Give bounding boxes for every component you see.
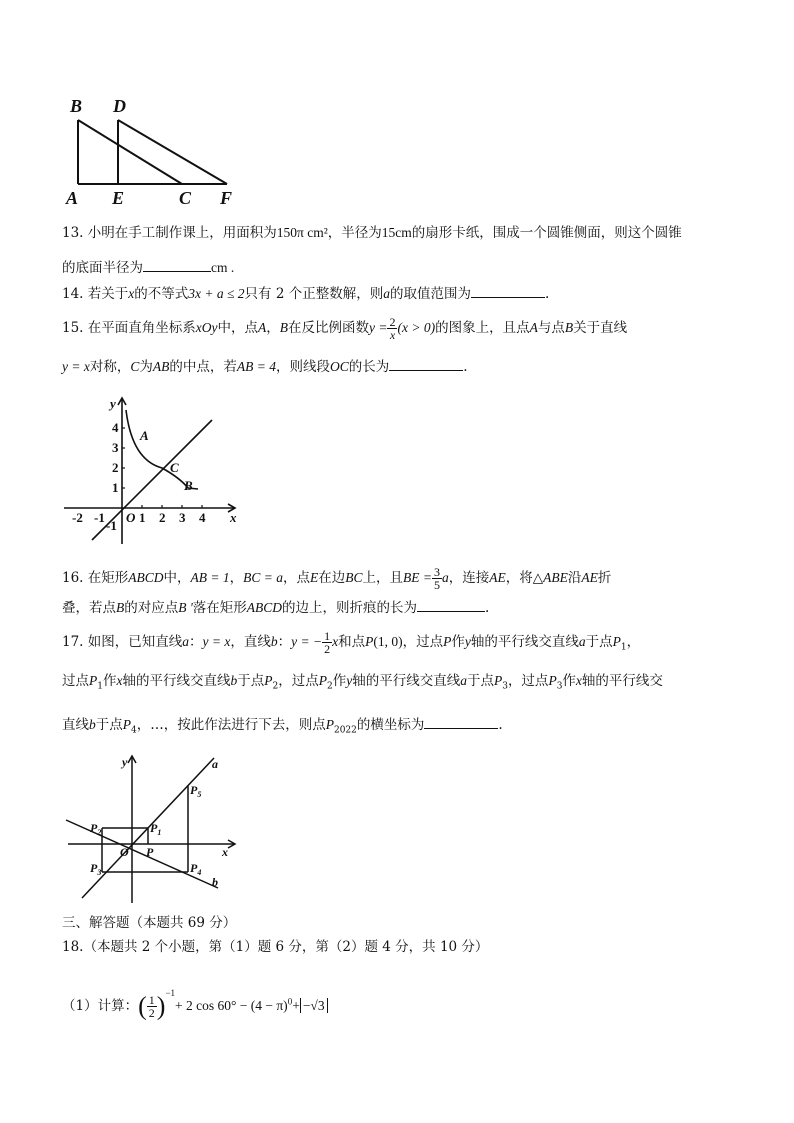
answer-blank-17[interactable] [424,714,498,729]
question-18-part1: （1）计算：( $\frac{1}{2}$ )$^{-1}$+ 2 $\cos 60^\circ - (4 - \pi)^0+ -√3$ [62,978,328,1008]
question-17-line3: 直线b于点$P_4$，…，按此作法进行下去，则点$P_{2022}$的横坐标为 . [62,714,503,740]
question-15-line2: y = x对称，C为AB的中点，若AB = 4，则线段OC的长为 . [62,356,468,376]
answer-blank-16[interactable] [417,597,485,612]
question-14: 14. 若关于x的不等式3x + a ≤ 2只有 2 个正整数解，则a的取值范围为 . [62,283,549,303]
x-axis-label: x [230,510,237,525]
point-c-label: C [170,460,179,475]
question-17-line2: 过点$P_1$作x轴的平行线交直线b于点$P_2$，过点$P_2$作y轴的平行线交直线a于点$P_3$，过点$P_3$作x轴的平行线交 [62,673,663,692]
question-13-line1: 13. 小明在手工制作课上，用面积为150π cm²，半径为15cm的扇形卡纸，围成一个圆锥侧面，则这个圆锥 [62,225,682,241]
answer-blank-15[interactable] [389,356,463,371]
point-a-label: A [140,428,149,443]
figure-coordinate-graph [62,390,252,550]
question-15-line1: 15. 在平面直角坐标系xOy中，点A，B在反比例函数y = $\frac{2}{x}$ (x > 0)的图象上，且点A与点B关于直线 [62,315,628,342]
line-a-label: a [212,757,218,771]
label-a: A [66,188,79,208]
svg-text:2: 2 [159,510,166,525]
answer-blank-14[interactable] [471,283,545,298]
p4-label: $P_4$ [190,861,202,877]
label-f: F [220,188,233,208]
point-p-label: P [146,845,154,859]
line-b-label: b [212,875,218,889]
y-axis-label: y [110,396,116,411]
svg-text:3: 3 [112,440,119,455]
question-16-line1: 16. 在矩形ABCD中，AB = 1，BC = a，点E在边BC上，且BE = $\frac{3}{5}$ a，连接AE，将△ABE沿AE折 [62,565,612,592]
question-17-line1: 17. 如图，已知直线a：y = x，直线b：y = − $\frac{1}{2}$ x和点P(1, 0)，过点P作y轴的平行线交直线a于点$P_1$， [62,629,641,656]
point-b-label: B [184,478,193,493]
origin-label: O [120,845,129,859]
question-13-line2: 的底面半径为 cm . [62,257,234,277]
answer-blank-13[interactable] [143,257,211,272]
question-18-title: 18.（本题共 2 个小题，第（1）题 6 分，第（2）题 4 分，共 10 分） [62,939,489,955]
label-d: D [113,96,126,116]
figure-triangles [62,92,252,208]
section-3-title: 三、解答题（本题共 69 分） [62,915,237,931]
x-axis-label: x [222,845,228,859]
figure-lines-construction [62,748,242,908]
svg-text:4: 4 [112,420,119,435]
svg-text:-1: -1 [106,518,117,533]
svg-text:1: 1 [112,480,119,495]
svg-text:-1: -1 [94,510,105,525]
p3-label: $P_3$ [90,861,102,877]
label-e: E [112,188,125,208]
p5-label: $P_5$ [190,783,202,799]
y-axis-label: y [122,755,128,769]
label-b: B [70,96,83,116]
svg-text:4: 4 [199,510,206,525]
svg-text:1: 1 [139,510,146,525]
svg-text:-2: -2 [72,510,83,525]
p1-label: $P_1$ [150,821,162,837]
p2-label: $P_2$ [90,821,102,837]
svg-text:2: 2 [112,460,119,475]
svg-text:3: 3 [179,510,186,525]
origin-label: O [126,510,136,525]
question-16-line2: 叠，若点B的对应点B '落在矩形ABCD的边上，则折痕的长为 . [62,597,489,617]
label-c: C [179,188,192,208]
